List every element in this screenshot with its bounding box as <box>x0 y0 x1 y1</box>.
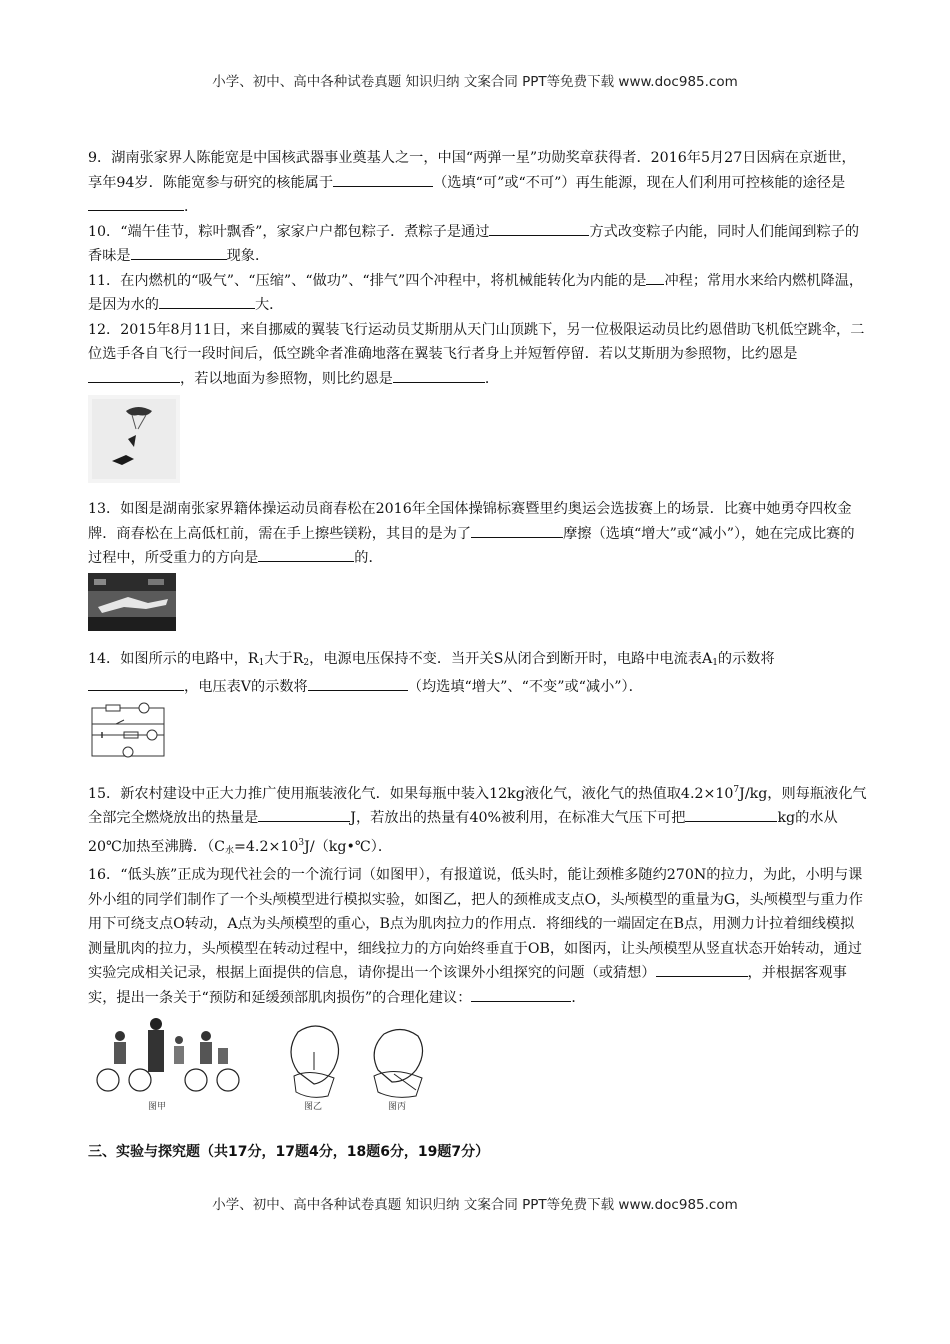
answer-blank[interactable] <box>685 807 777 822</box>
answer-blank[interactable] <box>131 245 227 260</box>
answer-blank[interactable] <box>88 196 184 211</box>
q11-text-b: 冲程；常用水来给内燃机降温，是因为水的 <box>88 272 864 313</box>
question-13 <box>88 497 868 571</box>
question-16 <box>88 863 868 1010</box>
q14-text-b: ，电压表V的示数将 <box>184 679 308 695</box>
q14-text-c: （均选填“增大”、“不变”或“减小”）． <box>407 679 643 695</box>
q12-text-c: ． <box>484 370 500 387</box>
section-3-title: 三、实验与探究题（共17分，17题4分，18题6分，19题7分） <box>88 1144 490 1160</box>
answer-blank[interactable] <box>88 676 184 691</box>
answer-blank[interactable] <box>489 221 589 236</box>
q11-text-a: 11．在内燃机的“吸气”、“压缩”、“做功”、“排气”四个冲程中，将机械能转化为内能的是 <box>88 272 647 289</box>
q15-text-c: J，若放出的热量有40%被利用，在标准大气压下可把 <box>350 810 686 826</box>
q14-sub-1: 1 <box>258 657 265 668</box>
answer-blank[interactable] <box>646 270 664 285</box>
answer-blank[interactable] <box>393 368 485 383</box>
q14-sub-2: 2 <box>303 657 310 668</box>
page-header: 小学、初中、高中各种试卷真题 知识归纳 文案合同 PPT等免费下载 www.doc985.com <box>212 74 738 90</box>
figure-caption-jia: 图甲 <box>148 1102 167 1112</box>
q12-text-a: 12．2015年8月11日，来自挪威的翼装飞行运动员艾斯朋从天门山顶跳下，另一位极限运动员比约恩借助飞机低空跳伞，二位选手各自飞行一段时间后，低空跳伞者准确地落在翼装飞行者身上并短暂停留．若以艾斯朋为参照物，比约恩是 <box>88 321 865 362</box>
question-15 <box>88 778 868 864</box>
q11-text-c: 大． <box>254 297 284 313</box>
q15-text-f: =4.2×10 <box>234 838 299 855</box>
answer-blank[interactable] <box>258 807 350 822</box>
q13-text-b: 摩擦（选填“增大”或“减小”），她在完成比赛的过程中，所受重力的方向是 <box>88 525 855 566</box>
q15-exp-1: 7 <box>733 784 740 795</box>
q13-text-c: 的． <box>354 550 383 566</box>
question-11 <box>88 269 868 318</box>
q14-text-a1: 14．如图所示的电路中，R <box>88 650 259 667</box>
answer-blank[interactable] <box>88 368 180 383</box>
answer-blank[interactable] <box>159 294 255 309</box>
figure-caption-bing: 图丙 <box>388 1102 407 1112</box>
q15-text-a: 15．新农村建设中正大力推广使用瓶装液化气．如果每瓶中装入12kg液化气，液化气的热值取4.2×10 <box>88 785 734 802</box>
question-14 <box>88 647 868 700</box>
q16-text-a: 16．“低头族”正成为现代社会的一个流行词（如图甲），有报道说，低头时，能让颈椎多随约270N的拉力，为此，小明与课外小组的同学们制作了一个头颅模型进行模拟实验，如图乙，把人的颈椎成支点O，头颅模型的重量为G，头颅模型与重力作用下可绕支点O转动，A点为头颅模型的重心，B点为肌肉拉力的作用点．将细线的一端固定在B点，用测力计拉着细线模拟测量肌肉的拉力，头颅模型在转动过程中，细线拉力的方向始终垂直于OB，如图丙，让头颅模型从竖直状态开始转动，通过实验完成相关记录，根据上面提供的信息，请你提出一个该课外小组探究的问题（或猜想） <box>88 867 863 981</box>
q14-text-a2: 大于R <box>264 650 304 667</box>
skydiver-photo <box>88 395 180 483</box>
question-10 <box>88 220 868 269</box>
q9-text-b: （选填“可”或“不可”）再生能源，现在人们利用可控核能的途径是 <box>433 174 846 191</box>
figure-caption-yi: 图乙 <box>304 1102 323 1112</box>
q16-text-c: ． <box>571 989 586 1006</box>
question-12 <box>88 318 868 392</box>
circuit-diagram <box>88 702 168 762</box>
answer-blank[interactable] <box>258 547 354 562</box>
answer-blank[interactable] <box>333 172 433 187</box>
q10-text-a: 10．“端午佳节，粽叶飘香”，家家户户都包粽子．煮粽子是通过 <box>88 223 490 240</box>
q16-text-b: ，并根据客观事实，提出一条关于“预防和延缓颈部肌肉损伤”的合理化建议： <box>88 965 847 1006</box>
question-list <box>88 146 868 1165</box>
q9-text-c: ． <box>184 199 199 215</box>
answer-blank[interactable] <box>656 962 748 977</box>
q10-text-c: 现象． <box>226 248 270 264</box>
answer-blank[interactable] <box>471 987 571 1002</box>
answer-blank[interactable] <box>308 676 408 691</box>
head-model-figure <box>88 1012 448 1112</box>
q14-text-a3: ，电源电压保持不变．当开关S从闭合到断开时，电路中电流表A <box>309 650 713 667</box>
page-footer: 小学、初中、高中各种试卷真题 知识归纳 文案合同 PPT等免费下载 www.doc985.com <box>212 1197 738 1213</box>
q13-text-a: 13．如图是湖南张家界籍体操运动员商春松在2016年全国体操锦标赛暨里约奥运会选拔赛上的场景．比赛中她勇夺四枚金牌．商春松在上高低杠前，需在手上擦些镁粉，其目的是为了 <box>88 501 852 542</box>
q12-text-b: ，若以地面为参照物，则比约恩是 <box>180 370 393 387</box>
q15-text-g: J/（kg•℃）． <box>304 838 393 855</box>
q10-text-b: 方式改变粽子内能，同时人们能闻到粽子的香味是 <box>88 223 860 264</box>
q15-exp-2: 3 <box>298 837 305 848</box>
q14-text-a4: 的示数将 <box>717 650 775 667</box>
q15-text-b: J/kg，则每瓶液化气全部完全燃烧放出的热量是 <box>88 785 867 826</box>
q14-sub-3: 1 <box>712 657 718 668</box>
q9-text-a: 9．湖南张家界人陈能宽是中国核武器事业奠基人之一，中国“两弹一星”功勋奖章获得者．2016年5月27日因病在京逝世，享年94岁．陈能宽参与研究的核能属于 <box>88 150 856 191</box>
answer-blank[interactable] <box>471 523 563 538</box>
gymnast-photo <box>88 573 176 631</box>
q15-text-d: kg的水从20℃加热至沸腾．（C <box>88 810 838 855</box>
question-9 <box>88 146 868 220</box>
q15-sub-water: 水 <box>225 845 235 856</box>
